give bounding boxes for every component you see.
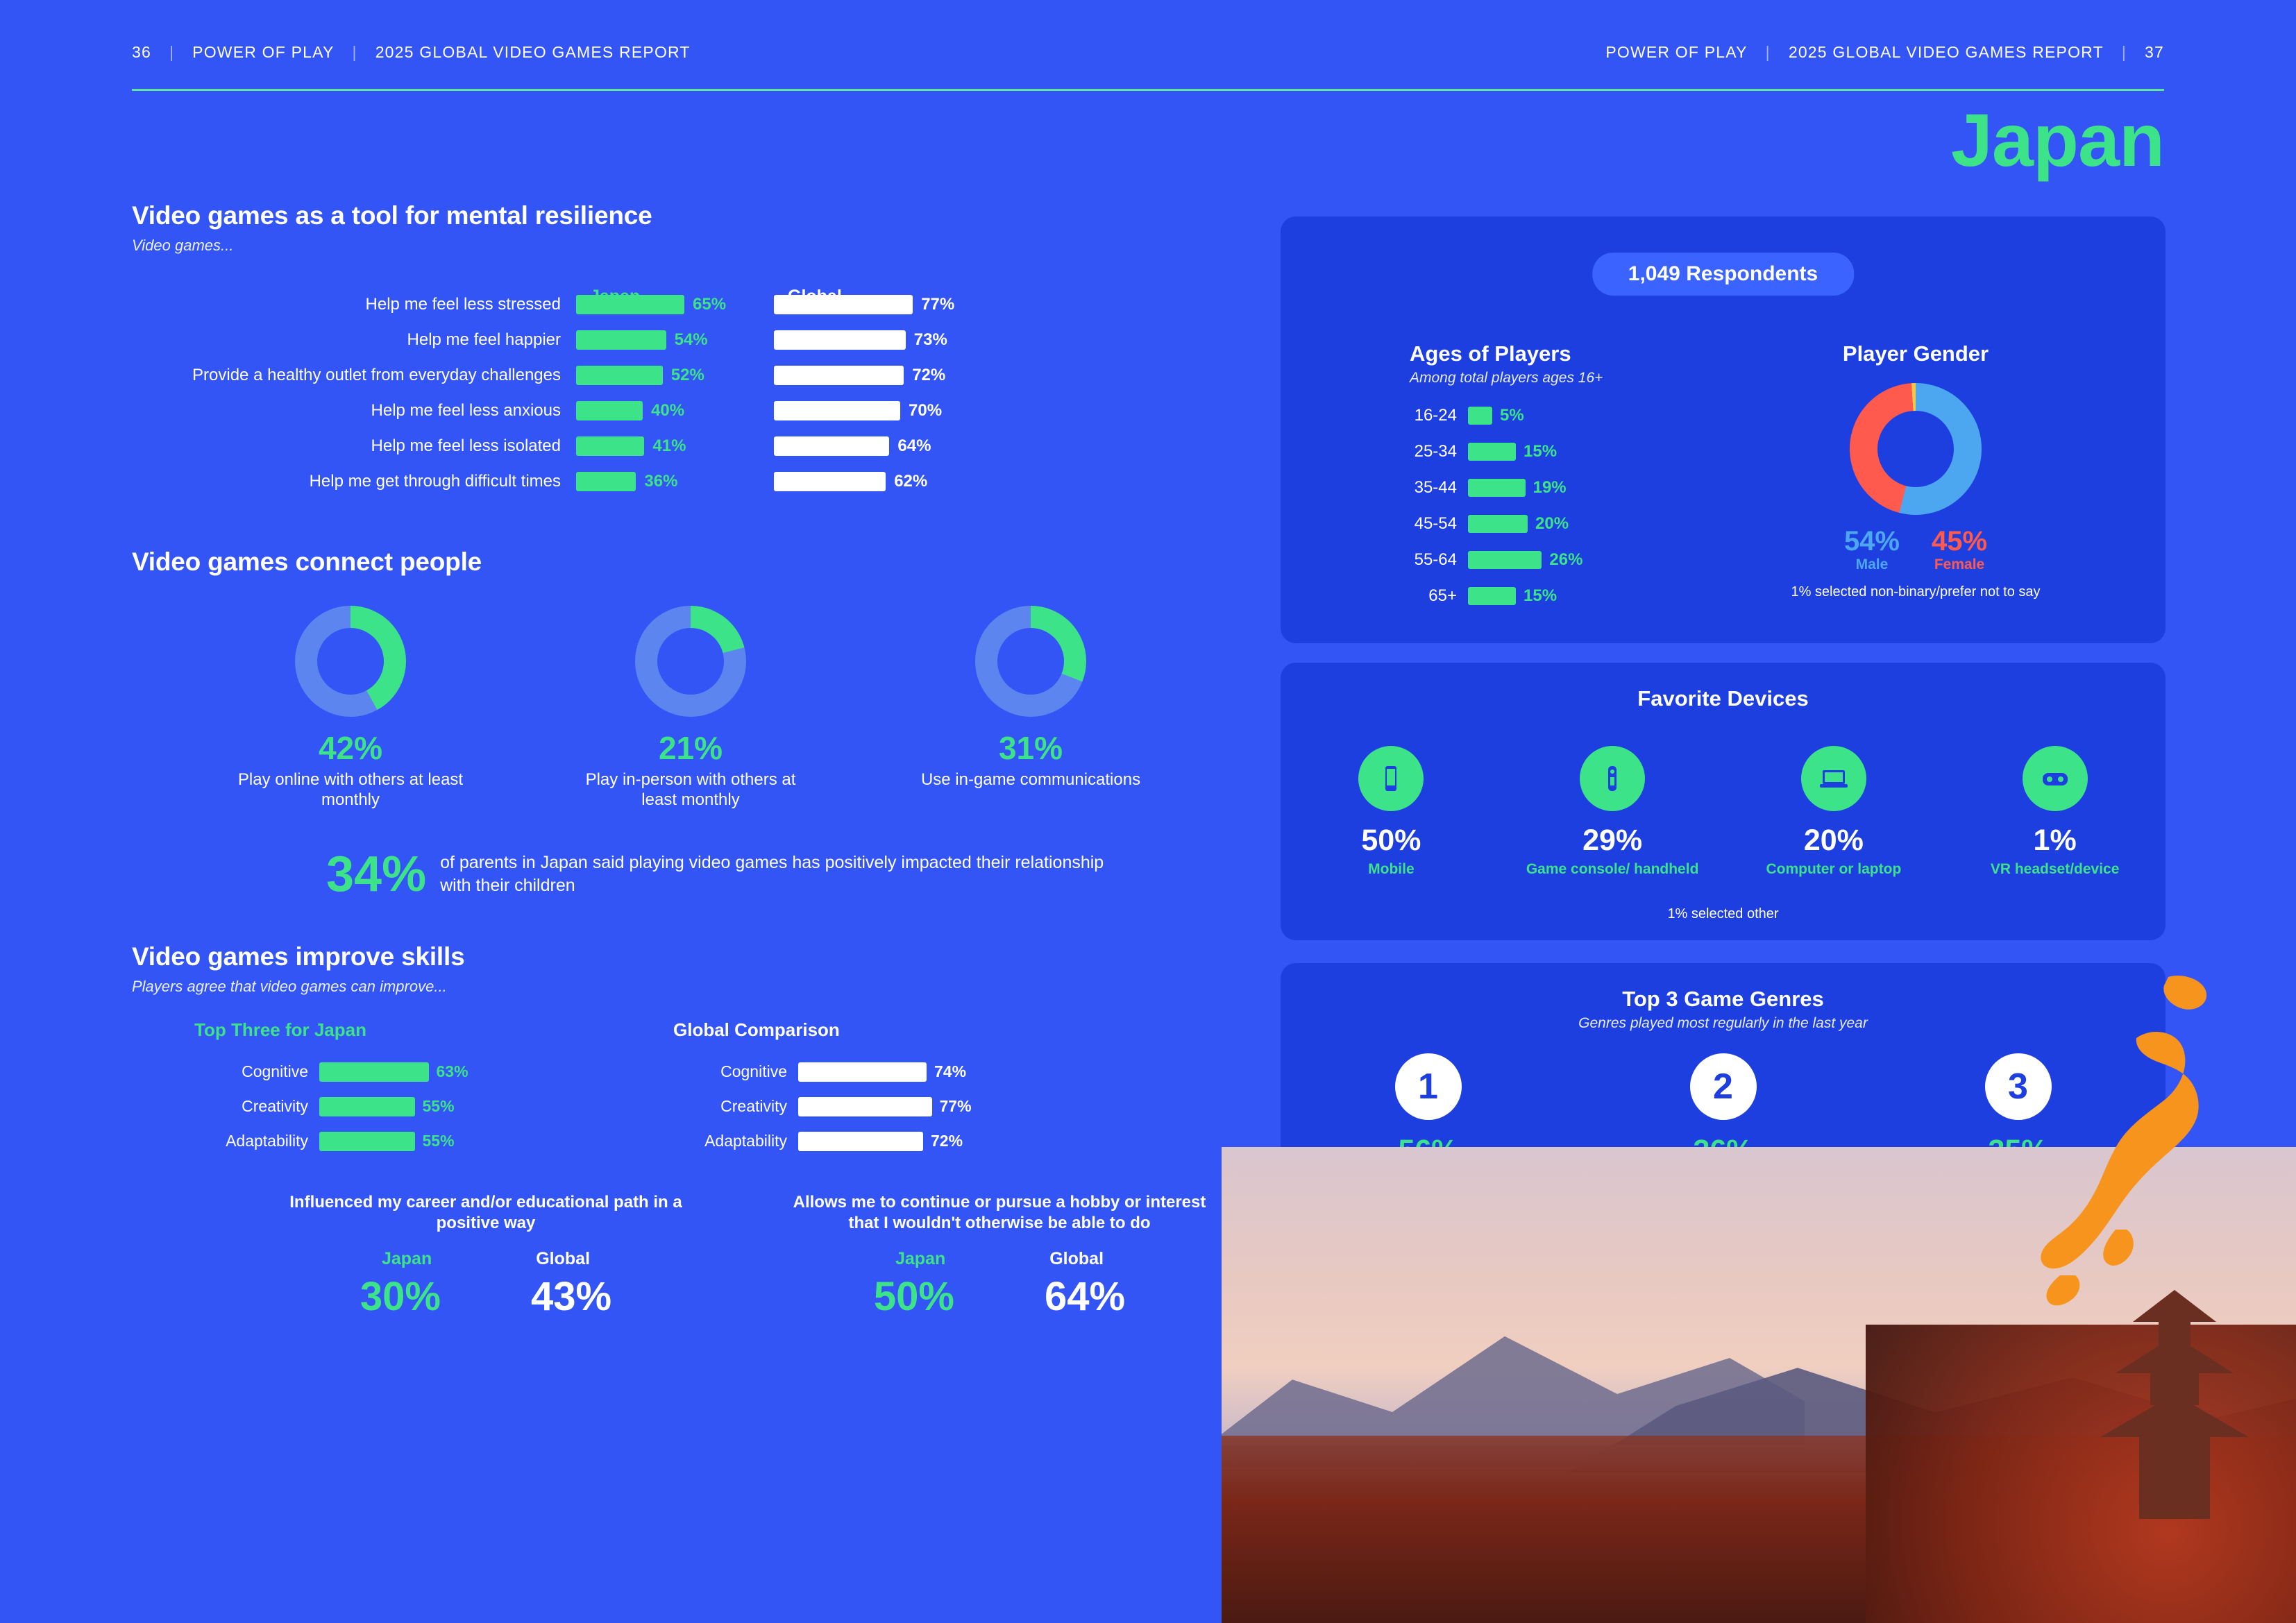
header-separator: |: [169, 43, 175, 61]
stat-pair-global-value: 43%: [531, 1273, 612, 1319]
skill-row: [673, 1055, 1062, 1089]
skills-global-rows: [673, 1055, 1062, 1159]
device-label: Computer or laptop: [1766, 861, 1902, 877]
device-item: [1961, 746, 2149, 878]
resilience-global-bar: [774, 472, 886, 491]
resilience-row-label: Help me get through difficult times: [309, 471, 561, 491]
resilience-japan-bar: [576, 330, 666, 350]
gender-female: [1932, 527, 1987, 573]
resilience-japan-bar: [576, 472, 636, 491]
skills-global-title: Global Comparison: [673, 1019, 840, 1040]
gender-donut: [1850, 383, 1982, 515]
skill-row: [673, 1089, 1062, 1124]
stat-pair-question: Allows me to continue or pursue a hobby or interest that I wouldn't otherwise be able to do: [793, 1192, 1206, 1232]
skill-value: 74%: [934, 1062, 967, 1081]
skills-global-column: [673, 1019, 1062, 1159]
stat-pair-japan-value: 50%: [873, 1273, 954, 1319]
resilience-japan-bar: [576, 401, 643, 420]
devices-card: [1281, 663, 2166, 940]
connect-donut-item: [236, 606, 465, 810]
connect-donut-caption: Use in-game communications: [920, 770, 1141, 789]
resilience-global-bar-wrap: [774, 366, 972, 385]
header-report-right: 2025 GLOBAL VIDEO GAMES REPORT: [1788, 43, 2104, 61]
age-row: [1385, 434, 1746, 470]
resilience-global-bar: [774, 436, 889, 456]
age-bar: [1468, 587, 1516, 605]
section-subtitle: Video games...: [132, 237, 234, 254]
resilience-global-bar: [774, 401, 900, 420]
age-value: 19%: [1533, 478, 1567, 497]
skill-label: Adaptability: [704, 1132, 787, 1150]
resilience-global-value: 70%: [909, 400, 943, 420]
resilience-japan-value: 40%: [651, 400, 685, 420]
device-percent: 1%: [2033, 824, 2077, 857]
age-label: 16-24: [1414, 406, 1457, 425]
age-value: 26%: [1549, 550, 1583, 569]
connect-donut-value: 42%: [318, 730, 383, 766]
resilience-row: [132, 322, 1215, 357]
ages-subtitle: Among total players ages 16+: [1410, 370, 1603, 386]
connect-donut-value: 31%: [998, 730, 1063, 766]
resilience-row: [132, 393, 1215, 428]
header-divider: [132, 89, 2164, 91]
resilience-japan-bar-wrap: [576, 472, 774, 491]
parents-stat-value: 34%: [326, 846, 427, 902]
skill-row: [194, 1055, 583, 1089]
resilience-row: [132, 287, 1215, 322]
age-bar: [1468, 443, 1516, 461]
skills-japan-rows: [194, 1055, 583, 1159]
skill-row: [194, 1124, 583, 1159]
column-header-japan: Japan: [590, 287, 641, 306]
skill-bar: [798, 1132, 923, 1151]
resilience-row-label: Help me feel less anxious: [371, 400, 561, 420]
japan-map-graphic: [2032, 971, 2234, 1360]
header-report-left: 2025 GLOBAL VIDEO GAMES REPORT: [375, 43, 691, 61]
resilience-global-value: 77%: [921, 294, 955, 314]
skill-value: 72%: [931, 1132, 963, 1150]
skill-bar: [319, 1062, 429, 1082]
gender-male: [1844, 527, 1900, 573]
age-row: [1385, 542, 1746, 578]
resilience-chart: [132, 287, 1215, 499]
section-subtitle: Players agree that video games can improve...: [132, 977, 447, 995]
resilience-row: [132, 464, 1215, 499]
skill-label: Creativity: [242, 1097, 308, 1116]
connect-donut-group: [132, 606, 1215, 810]
stat-pair: [784, 1192, 1215, 1320]
ages-chart: [1385, 341, 1746, 614]
page-number-left: 36: [132, 43, 151, 61]
device-item: [1740, 746, 1927, 878]
devices-title: Favorite Devices: [1637, 686, 1809, 711]
genres-subtitle: Genres played most regularly in the last year: [1578, 1015, 1868, 1031]
header-separator: |: [1765, 43, 1771, 61]
resilience-japan-bar-wrap: [576, 366, 774, 385]
resilience-global-bar-wrap: [774, 436, 972, 456]
column-header-global: Global: [788, 287, 842, 306]
device-percent: 20%: [1803, 824, 1864, 857]
section-title: Video games improve skills: [132, 942, 465, 971]
stat-pair-japan-value: 30%: [360, 1273, 441, 1319]
skills-japan-column: [194, 1019, 583, 1159]
resilience-japan-bar: [576, 436, 644, 456]
header-left: [132, 43, 691, 62]
skill-value: 77%: [939, 1097, 972, 1116]
resilience-japan-bar-wrap: [576, 330, 774, 350]
resilience-global-bar-wrap: [774, 401, 972, 420]
resilience-global-bar: [774, 366, 904, 385]
page-number-right: 37: [2145, 43, 2164, 61]
skill-value: 55%: [422, 1132, 455, 1150]
age-bar: [1468, 551, 1542, 569]
age-label: 25-34: [1414, 442, 1457, 461]
demographics-card: [1281, 216, 2166, 643]
connect-donut-caption: Play in-person with others at least monthly: [585, 770, 796, 810]
stat-pair-global-value: 64%: [1045, 1273, 1126, 1319]
resilience-global-value: 73%: [913, 330, 947, 349]
skill-label: Adaptability: [226, 1132, 308, 1150]
gender-male-value: 54%: [1843, 526, 1900, 556]
skill-label: Cognitive: [242, 1062, 308, 1081]
connect-donut-item: [916, 606, 1145, 810]
device-item: [1519, 746, 1706, 878]
skill-bar: [798, 1097, 932, 1116]
age-label: 35-44: [1414, 478, 1457, 497]
skills-japan-title: Top Three for Japan: [194, 1019, 366, 1040]
genre-rank: 1: [1395, 1053, 1462, 1120]
resilience-japan-value: 52%: [670, 365, 704, 384]
age-row: [1385, 506, 1746, 542]
ages-rows: [1385, 398, 1746, 614]
age-bar: [1468, 407, 1492, 425]
connect-donut-value: 21%: [658, 730, 723, 766]
stat-pair-global-label: Global: [536, 1248, 591, 1268]
age-value: 20%: [1535, 514, 1569, 533]
device-label: Mobile: [1368, 861, 1415, 877]
skill-label: Creativity: [720, 1097, 787, 1116]
device-item: [1297, 746, 1485, 878]
gender-male-label: Male: [1855, 556, 1889, 572]
resilience-row-label: Help me feel less stressed: [365, 294, 561, 314]
stat-pair-japan-label: Japan: [895, 1248, 946, 1268]
device-percent: 50%: [1361, 824, 1421, 857]
skill-row: [194, 1089, 583, 1124]
genre-rank: 3: [1985, 1053, 2052, 1120]
header-brand-right: POWER OF PLAY: [1605, 43, 1748, 61]
parents-stat-text: of parents in Japan said playing video games has positively impacted their relationship with their children: [440, 853, 1104, 895]
resilience-japan-value: 65%: [693, 294, 727, 314]
gender-title: Player Gender: [1842, 341, 1989, 366]
age-row: [1385, 578, 1746, 614]
gender-female-label: Female: [1934, 556, 1985, 572]
resilience-global-bar-wrap: [774, 472, 972, 491]
age-row: [1385, 398, 1746, 434]
resilience-japan-bar-wrap: [576, 401, 774, 420]
age-label: 65+: [1428, 586, 1457, 605]
gender-chart: [1735, 341, 2096, 600]
stat-pair-question: Influenced my career and/or educational path in a positive way: [289, 1192, 682, 1232]
resilience-global-bar-wrap: [774, 330, 972, 350]
resilience-rows: [132, 287, 1215, 499]
resilience-global-bar: [774, 330, 906, 350]
device-label: Game console/ handheld: [1526, 861, 1699, 877]
section-title: Video games connect people: [132, 547, 482, 576]
resilience-global-value: 62%: [894, 471, 928, 491]
resilience-global-value: 72%: [912, 365, 946, 384]
resilience-japan-value: 54%: [674, 330, 708, 349]
mobile-icon: [1358, 746, 1424, 811]
skill-row: [673, 1124, 1062, 1159]
age-bar: [1468, 479, 1526, 497]
age-label: 45-54: [1414, 514, 1457, 533]
genres-title: Top 3 Game Genres: [1622, 987, 1824, 1011]
stat-pair-japan-label: Japan: [381, 1248, 432, 1268]
resilience-japan-value: 41%: [652, 436, 686, 455]
section-title: Video games as a tool for mental resilience: [132, 201, 652, 230]
skill-bar: [798, 1062, 927, 1082]
age-label: 55-64: [1414, 550, 1457, 569]
resilience-row-label: Provide a healthy outlet from everyday challenges: [192, 365, 561, 384]
skill-bar: [319, 1132, 415, 1151]
section-connect-people: [132, 547, 1215, 902]
resilience-japan-bar-wrap: [576, 436, 774, 456]
resilience-row-label: Help me feel happier: [407, 330, 561, 349]
device-label: VR headset/device: [1990, 861, 2120, 877]
devices-note: 1% selected other: [1667, 906, 1779, 921]
age-bar: [1468, 515, 1528, 533]
connect-donut-item: [576, 606, 805, 810]
age-row: [1385, 470, 1746, 506]
connect-donut: [975, 606, 1086, 717]
age-value: 5%: [1500, 406, 1524, 425]
laptop-icon: [1801, 746, 1866, 811]
age-value: 15%: [1523, 586, 1558, 605]
resilience-global-value: 64%: [897, 436, 931, 455]
resilience-row: [132, 357, 1215, 393]
skill-bar: [319, 1097, 415, 1116]
resilience-japan-value: 36%: [644, 471, 678, 491]
header-brand-left: POWER OF PLAY: [192, 43, 335, 61]
connect-donut: [295, 606, 406, 717]
age-value: 15%: [1523, 442, 1558, 461]
skills-stat-pairs: [132, 1192, 1215, 1320]
header-right: [1605, 43, 2164, 62]
skill-value: 55%: [422, 1097, 455, 1116]
skill-label: Cognitive: [720, 1062, 787, 1081]
header-separator: |: [352, 43, 357, 61]
game-console-icon: [1580, 746, 1645, 811]
vr-headset-icon: [2023, 746, 2088, 811]
genre-rank: 2: [1690, 1053, 1757, 1120]
header-separator: |: [2121, 43, 2127, 61]
section-improve-skills: [132, 942, 1215, 1320]
left-column: [132, 201, 1215, 1320]
resilience-japan-bar: [576, 366, 663, 385]
skill-value: 63%: [436, 1062, 469, 1081]
page-title: Japan: [1950, 98, 2164, 182]
section-mental-resilience: [132, 201, 1215, 499]
device-percent: 29%: [1582, 824, 1643, 857]
page-header: [132, 43, 2164, 85]
connect-donut: [635, 606, 746, 717]
gender-female-value: 45%: [1932, 526, 1988, 556]
devices-row: [1281, 746, 2166, 878]
respondents-badge: 1,049 Respondents: [1592, 253, 1854, 296]
resilience-row-label: Help me feel less isolated: [371, 436, 561, 455]
gender-note: 1% selected non-binary/prefer not to say: [1791, 584, 2041, 600]
ages-title: Ages of Players: [1410, 341, 1571, 366]
resilience-row: [132, 428, 1215, 464]
stat-pair-global-label: Global: [1049, 1248, 1104, 1268]
stat-pair: [271, 1192, 701, 1320]
connect-donut-caption: Play online with others at least monthly: [237, 770, 464, 810]
parents-stat-block: [132, 846, 1215, 902]
